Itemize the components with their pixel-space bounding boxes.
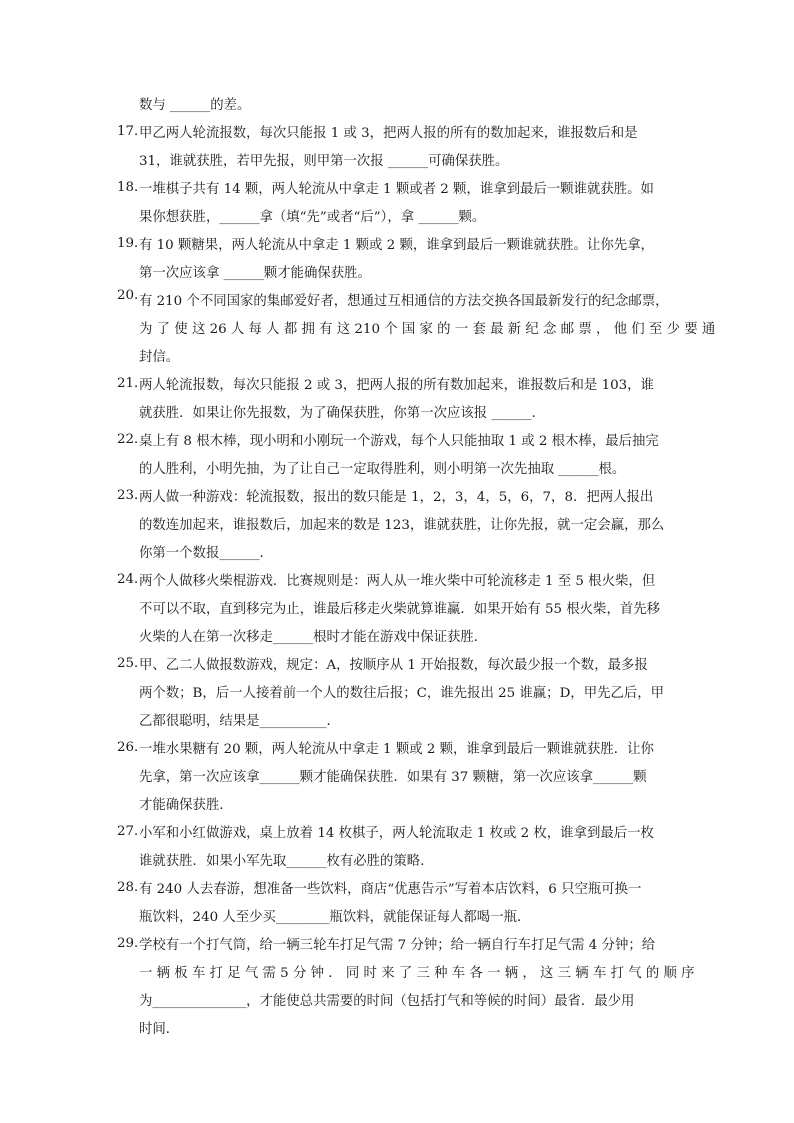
problem-number: 24． [117,572,148,587]
problem-line: 时间． [139,1022,180,1037]
problem-line: 一 辆 板 车 打 足 气 需 5 分 钟 ． 同 时 来 了 三 种 车 各 一 辆 ， 这 三 辆 车 打 气 的 顺 序 [139,966,695,981]
problem-line: 先拿，第一次应该拿______颗才能确保获胜．如果有 37 颗糖，第一次应该拿______颗 [139,770,647,785]
continuation-line: 数与 ______的差。 [139,98,251,113]
problem-number: 27． [117,824,148,839]
problem-line: 乙都很聪明，结果是__________． [139,714,340,729]
problem-line: 学校有一个打气筒，给一辆三轮车打足气需 7 分钟；给一辆自行车打足气需 4 分钟；给 [139,938,656,953]
problem-line: 封信。 [139,350,180,365]
problem-line: 才能确保获胜． [139,798,233,813]
problem-number: 20. [117,288,139,303]
problem-line: 两个人做移火柴棍游戏．比赛规则是：两人从一堆火柴中可轮流移走 1 至 5 根火柴，但 [139,574,656,589]
problem-line: 小军和小红做游戏，桌上放着 14 枚棋子，两人轮流取走 1 枚或 2 枚，谁拿到最后一枚 [139,826,654,841]
problem-line: 一堆水果糖有 20 颗，两人轮流从中拿走 1 颗或 2 颗，谁拿到最后一颗谁就获胜．让你 [139,742,654,757]
problem-26 [117,736,677,820]
problem-23 [117,484,677,568]
problem-line: 有 210 个不同国家的集邮爱好者，想通过互相通信的方法交换各国最新发行的纪念邮票， [139,294,669,309]
problem-line: 31，谁就获胜，若甲先报，则甲第一次报 ______可确保获胜。 [139,154,509,169]
problem-27 [117,820,677,876]
problem-line: 的数连加起来，谁报数后，加起来的数是 123，谁就获胜，让你先报，就一定会赢，那么 [139,518,665,533]
problem-line: 桌上有 8 根木棒，现小明和小刚玩一个游戏，每个人只能抽取 1 或 2 根木棒，最后抽完 [139,434,659,449]
problem-line: 为 了 使 这 26 人 每 人 都 拥 有 这 210 个 国 家 的 一 套 最 新 纪 念 邮 票 ， 他 们 至 少 要 通 [139,322,716,337]
problem-line: 果你想获胜，______拿（填“先”或者“后”），拿 ______颗。 [139,210,486,225]
problem-20 [117,288,716,372]
problem-list [117,92,716,1044]
problem-line: 火柴的人在第一次移走______根时才能在游戏中保证获胜． [139,630,488,645]
problem-number: 22． [117,432,148,447]
problem-line: 瓶饮料，240 人至少买________瓶饮料，就能保证每人都喝一瓶． [139,910,531,925]
problem-line: 两人轮流报数，每次只能报 2 或 3，把两人报的所有数加起来，谁报数后和是 103，谁 [139,378,654,393]
problem-line: 两个数；B，后一人接着前一个人的数往后报；C，谁先报出 25 谁赢；D，甲先乙后，甲 [139,686,665,701]
problem-line: 有 10 颗糖果，两人轮流从中拿走 1 颗或 2 颗，谁拿到最后一颗谁就获胜。让你先拿， [139,238,654,253]
problem-22 [117,428,677,484]
problem-number: 26． [117,740,148,755]
problem-29 [117,932,695,1044]
problem-28 [117,876,677,932]
problem-line: 有 240 人去春游，想准备一些饮料，商店“优惠告示”写着本店饮料，6 只空瓶可换一 [139,882,642,897]
problem-line: 的人胜利，小明先抽，为了让自己一定取得胜利，则小明第一次先抽取 ______根。 [139,462,626,477]
problem-line: 甲、乙二人做报数游戏，规定：A，按顺序从 1 开始报数，每次最少报一个数，最多报 [139,658,648,673]
problem-number: 23． [117,488,148,503]
problem-line: 就获胜．如果让你先报数，为了确保获胜，你第一次应该报 ______． [139,406,545,421]
problem-line: 甲乙两人轮流报数，每次只能报 1 或 3，把两人报的所有的数加起来，谁报数后和是 [139,126,638,141]
problem-19 [117,232,677,288]
problem-line: 为______________，才能使总共需要的时间（包括打气和等候的时间）最省．最少用 [139,994,635,1009]
problem-number: 25． [117,656,148,671]
problem-25 [117,652,677,736]
problem-number: 19． [117,236,148,251]
problem-24 [117,568,677,652]
problem-number: 29． [117,936,148,951]
problem-18 [117,176,677,232]
problem-number: 18． [117,180,148,195]
problem-17 [117,120,677,176]
problem-line: 谁就获胜．如果小军先取______枚有必胜的策略． [139,854,434,869]
problem-number: 28． [117,880,148,895]
problem-21 [117,372,677,428]
problem-line: 不可以不取，直到移完为止，谁最后移走火柴就算谁赢．如果开始有 55 根火柴，首先移 [139,602,661,617]
problem-line: 你第一个数报______． [139,546,273,561]
problem-line: 两人做一种游戏：轮流报数，报出的数只能是 1，2，3，4，5，6，7，8．把两人报出 [139,490,654,505]
problem-number: 21． [117,376,148,391]
problem-line: 第一次应该拿 ______颗才能确保获胜。 [139,266,371,281]
problem-number: 17． [117,124,148,139]
problem-line: 一堆棋子共有 14 颗，两人轮流从中拿走 1 颗或者 2 颗，谁拿到最后一颗谁就获胜。如 [139,182,654,197]
